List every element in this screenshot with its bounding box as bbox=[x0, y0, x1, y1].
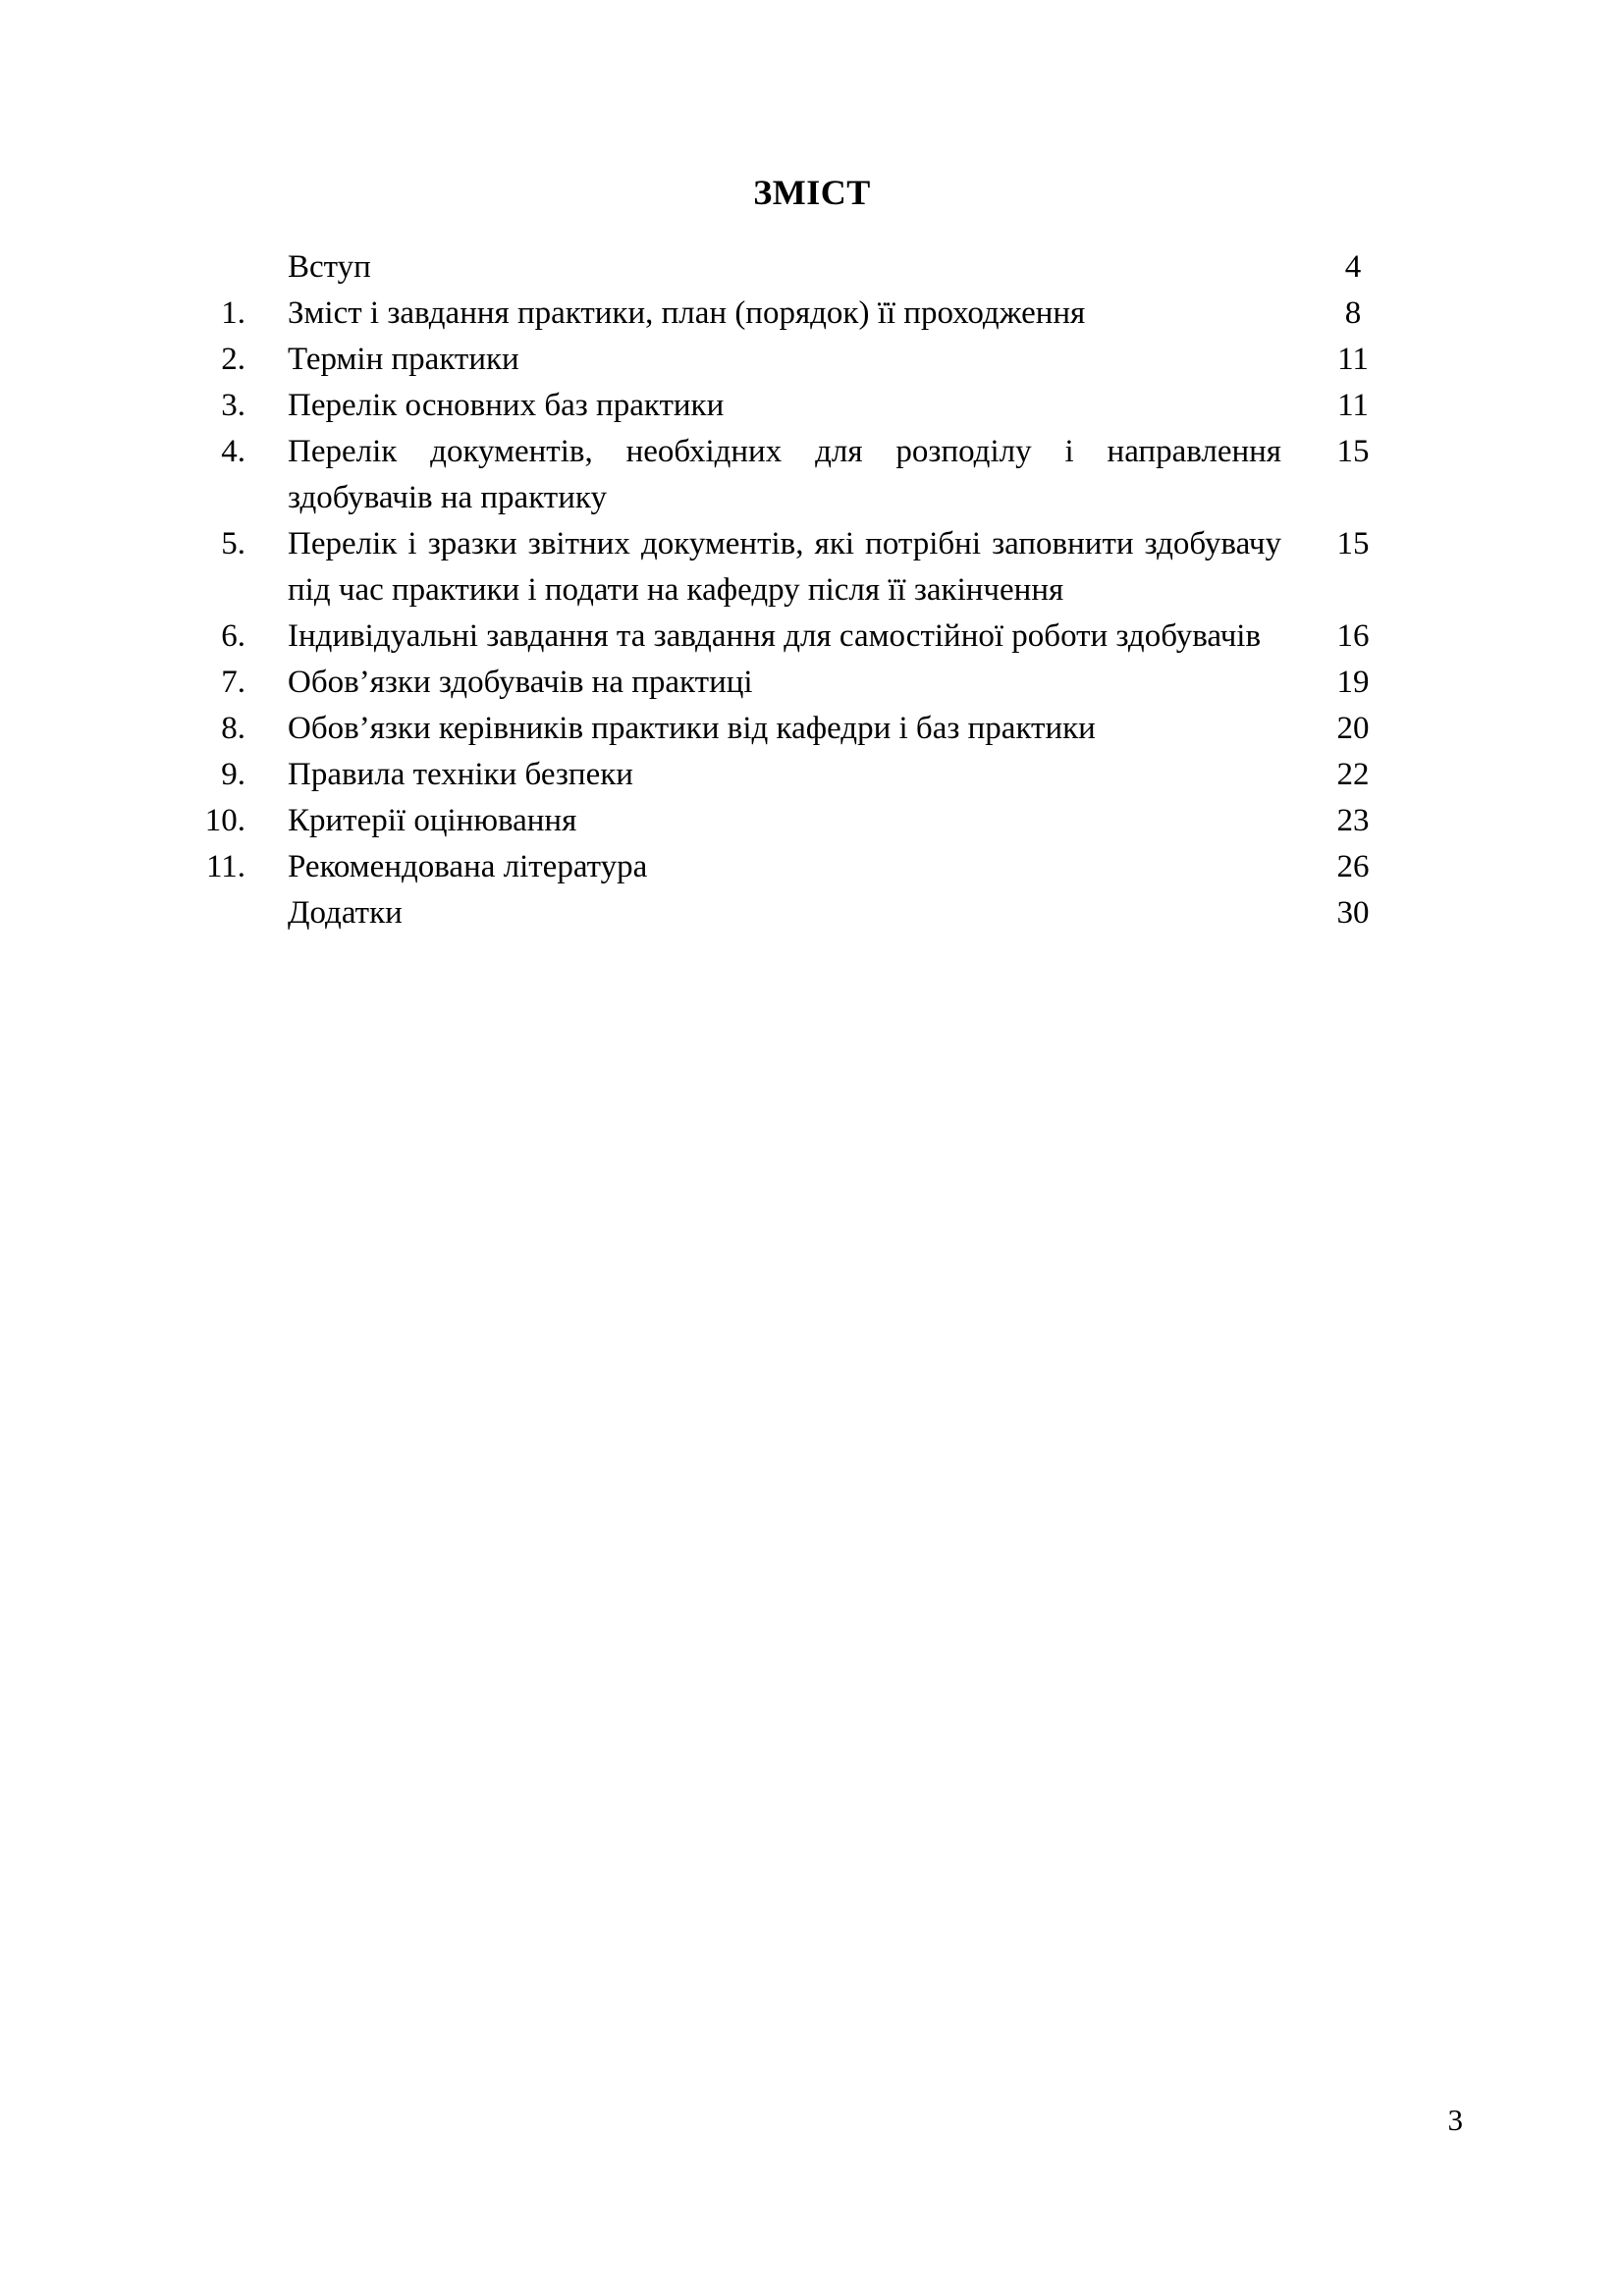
toc-entry[interactable] bbox=[0, 429, 1624, 521]
toc-entry-title[interactable]: Перелік основних баз практики bbox=[288, 388, 725, 423]
toc-entry-number: 1. bbox=[221, 295, 245, 331]
toc-entry-number: 8. bbox=[221, 711, 245, 746]
toc-entry[interactable] bbox=[0, 890, 1624, 936]
toc-entry-page: 15 bbox=[1336, 434, 1370, 469]
toc-entry[interactable] bbox=[0, 383, 1624, 429]
toc-entry-number: 2. bbox=[221, 342, 245, 377]
toc-entry-title[interactable]: Вступ bbox=[288, 249, 371, 285]
toc-entry-page: 26 bbox=[1336, 849, 1370, 884]
toc-entry-number: 7. bbox=[221, 665, 245, 700]
toc-entry-title[interactable]: Рекомендована література bbox=[288, 849, 648, 884]
toc-entry-title[interactable]: Перелік і зразки звітних документів, які потрібні заповнити здобувачу під час практики і подати на кафедру після її закінчення bbox=[288, 526, 1281, 608]
toc-entry-page: 15 bbox=[1336, 526, 1370, 561]
toc-entry[interactable] bbox=[0, 752, 1624, 798]
toc-entry-page: 19 bbox=[1336, 665, 1370, 700]
toc-entry-page: 16 bbox=[1336, 618, 1370, 654]
toc-entry-title[interactable]: Перелік документів, необхідних для розподілу і направлення здобувачів на практику bbox=[288, 434, 1281, 515]
toc-entry-page: 8 bbox=[1344, 295, 1362, 331]
toc-entry-number: 4. bbox=[221, 434, 245, 469]
toc-entry-page: 11 bbox=[1337, 342, 1369, 377]
toc-entry-title[interactable]: Правила техніки безпеки bbox=[288, 757, 633, 792]
toc-entry[interactable] bbox=[0, 844, 1624, 890]
toc-entry[interactable] bbox=[0, 337, 1624, 383]
toc-entry-number: 10. bbox=[204, 803, 245, 838]
toc-entry-number: 11. bbox=[205, 849, 245, 884]
toc-entry-title[interactable]: Обов’язки здобувачів на практиці bbox=[288, 665, 753, 700]
toc-entry[interactable] bbox=[0, 614, 1624, 660]
toc-entry-number: 5. bbox=[221, 526, 245, 561]
toc-entry-page: 22 bbox=[1336, 757, 1370, 792]
toc-entry[interactable] bbox=[0, 291, 1624, 337]
toc-entry-page: 30 bbox=[1336, 895, 1370, 931]
toc-entry-page: 23 bbox=[1336, 803, 1370, 838]
toc-entry-title[interactable]: Критерії оцінювання bbox=[288, 803, 577, 838]
toc-entry-number: 3. bbox=[221, 388, 245, 423]
page-number-folio: 3 bbox=[1447, 2103, 1463, 2137]
toc-entry[interactable] bbox=[0, 660, 1624, 706]
toc-entry-title[interactable]: Зміст і завдання практики, план (порядок) її проходження bbox=[288, 295, 1086, 331]
toc-entry-title[interactable]: Термін практики bbox=[288, 342, 519, 377]
toc-entry-number: 6. bbox=[221, 618, 245, 654]
toc-entry-title[interactable]: Додатки bbox=[288, 895, 403, 931]
page-title: ЗМІСТ bbox=[753, 173, 871, 213]
toc-entry-title[interactable]: Обов’язки керівників практики від кафедри і баз практики bbox=[288, 711, 1096, 746]
toc-entry-number: 9. bbox=[221, 757, 245, 792]
toc-entry[interactable] bbox=[0, 244, 1624, 291]
toc-entry[interactable] bbox=[0, 521, 1624, 614]
toc-entry[interactable] bbox=[0, 706, 1624, 752]
toc-entry-page: 4 bbox=[1344, 249, 1362, 285]
table-of-contents bbox=[0, 244, 1624, 936]
toc-entry[interactable] bbox=[0, 798, 1624, 844]
toc-entry-page: 11 bbox=[1337, 388, 1369, 423]
toc-entry-title[interactable]: Індивідуальні завдання та завдання для самостійної роботи здобувачів bbox=[288, 618, 1262, 654]
toc-entry-page: 20 bbox=[1336, 711, 1370, 746]
